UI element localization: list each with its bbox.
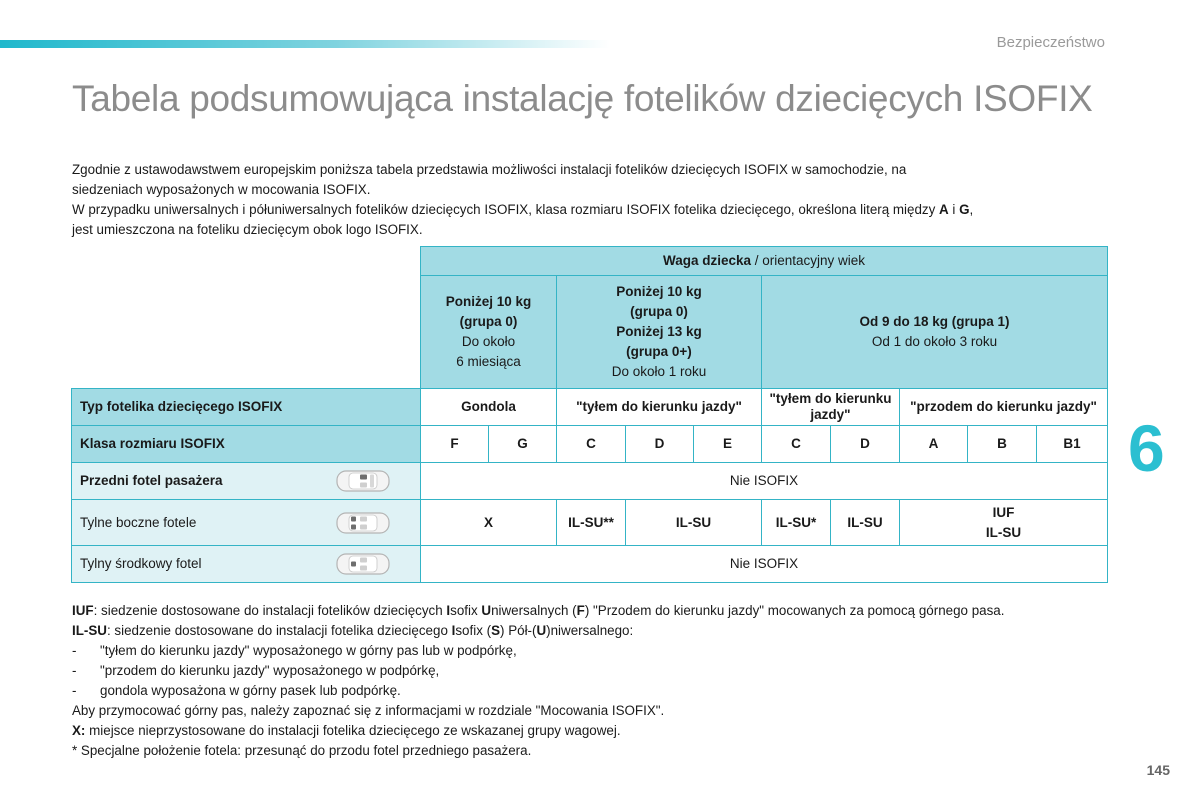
note-iuf: IUF: siedzenie dostosowane do instalacji fotelików dziecięcych Isofix Uniwersalnych (F) "Przodem do kierunku jazdy" mocowanych za pomocą górnego pasa.	[72, 603, 1005, 618]
seat-type-label: Typ fotelika dziecięcego ISOFIX	[72, 389, 421, 426]
weight-group-cell: Poniżej 10 kg (grupa 0) Do około 6 miesiąca	[421, 276, 557, 389]
size-class-cell: G	[489, 426, 557, 463]
note-ilsu: IL-SU: siedzenie dostosowane do instalacji fotelika dziecięcego Isofix (S) Pół-(U)niwersalnego:	[72, 623, 634, 638]
rear-side-value: IL-SU*	[762, 500, 831, 546]
bullet-item: - "przodem do kierunku jazdy" wyposażonego w podpórkę,	[72, 663, 440, 678]
rear-side-value: IL-SU	[626, 500, 762, 546]
footnotes	[72, 601, 1132, 761]
page-number: 145	[1146, 762, 1170, 778]
size-class-cell: E	[694, 426, 762, 463]
size-class-cell: C	[557, 426, 626, 463]
seat-row-label: Tylne boczne fotele	[72, 500, 421, 546]
intro-line: Zgodnie z ustawodawstwem europejskim poniższa tabela przedstawia możliwości instalacji fotelików dziecięcych ISOFIX w samochodzie, na	[72, 162, 907, 177]
size-class-label: Klasa rozmiaru ISOFIX	[72, 426, 421, 463]
intro-line: jest umieszczona na foteliku dziecięcym obok logo ISOFIX.	[72, 222, 423, 237]
size-class-cell: B1	[1037, 426, 1108, 463]
rear-side-value: X	[421, 500, 557, 546]
size-class-cell: A	[900, 426, 968, 463]
header-accent-bar	[0, 40, 610, 48]
seat-type-cell: Gondola	[421, 389, 557, 426]
bullet-item: - gondola wyposażona w górny pasek lub podpórkę.	[72, 683, 401, 698]
bullet-item: - "tyłem do kierunku jazdy" wyposażonego w górny pas lub w podpórkę,	[72, 643, 517, 658]
intro-text	[72, 160, 1112, 240]
seat-type-cell: "tyłem do kierunku jazdy"	[557, 389, 762, 426]
rear-center-value: Nie ISOFIX	[421, 546, 1108, 583]
weight-group-cell: Od 9 do 18 kg (grupa 1) Od 1 do około 3 roku	[762, 276, 1108, 389]
note-top-strap: Aby przymocować górny pas, należy zapoznać się z informacjami w rozdziale "Mocowania ISOFIX".	[72, 703, 665, 718]
car-rear-side-seats-icon	[336, 511, 390, 535]
intro-line: W przypadku uniwersalnych i półuniwersalnych fotelików dziecięcych ISOFIX, klasa rozmiaru ISOFIX fotelika dziecięcego, określona literą między A i G,	[72, 202, 974, 217]
weight-header: Waga dziecka / orientacyjny wiek	[421, 247, 1108, 276]
seat-row-label: Przedni fotel pasażera	[72, 463, 421, 500]
size-class-cell: D	[626, 426, 694, 463]
size-class-cell: F	[421, 426, 489, 463]
rear-side-value: IL-SU**	[557, 500, 626, 546]
section-name: Bezpieczeństwo	[996, 34, 1105, 51]
note-x: X: miejsce nieprzystosowane do instalacji fotelika dziecięcego ze wskazanej grupy wagowej.	[72, 723, 621, 738]
isofix-table	[71, 246, 1108, 583]
car-rear-center-seat-icon	[336, 552, 390, 576]
chapter-number: 6	[1128, 411, 1165, 485]
size-class-cell: D	[831, 426, 900, 463]
note-special: * Specjalne położenie fotela: przesunąć do przodu fotel przedniego pasażera.	[72, 743, 532, 758]
rear-side-value: IUF IL-SU	[900, 500, 1108, 546]
seat-type-cell: "tyłem do kierunku jazdy"	[762, 389, 900, 426]
seat-row-label: Tylny środkowy fotel	[72, 546, 421, 583]
front-seat-value: Nie ISOFIX	[421, 463, 1108, 500]
weight-group-cell: Poniżej 10 kg (grupa 0) Poniżej 13 kg (grupa 0+) Do około 1 roku	[557, 276, 762, 389]
car-front-seat-icon	[336, 469, 390, 493]
rear-side-value: IL-SU	[831, 500, 900, 546]
seat-type-cell: "przodem do kierunku jazdy"	[900, 389, 1108, 426]
intro-line: siedzeniach wyposażonych w mocowania ISOFIX.	[72, 182, 371, 197]
size-class-cell: C	[762, 426, 831, 463]
page-title: Tabela podsumowująca instalację fotelików dziecięcych ISOFIX	[72, 78, 1093, 119]
size-class-cell: B	[968, 426, 1037, 463]
